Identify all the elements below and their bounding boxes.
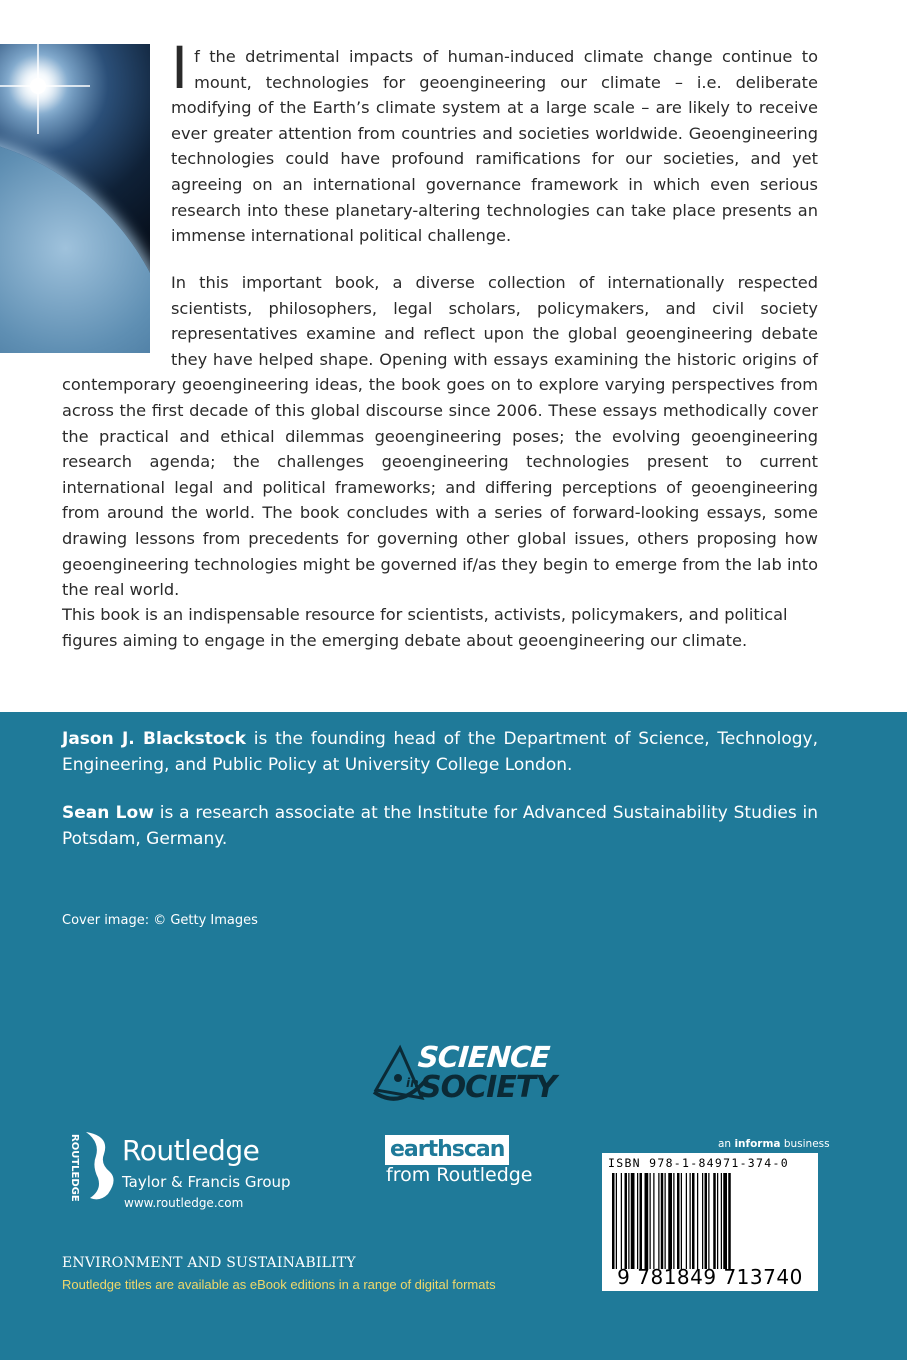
informa-tagline: [718, 1138, 830, 1150]
barcode-stripe: [721, 1173, 722, 1269]
routledge-group: Taylor & Francis Group: [122, 1173, 291, 1191]
barcode-stripe: [645, 1173, 649, 1269]
barcode-stripe: [631, 1173, 635, 1269]
barcode-stripe: [673, 1173, 674, 1269]
barcode-stripe: [612, 1173, 615, 1269]
barcode-stripe: [621, 1173, 622, 1269]
routledge-figure-icon: [80, 1130, 120, 1202]
barcode-stripe: [692, 1173, 695, 1269]
informa-brand: informa: [734, 1138, 781, 1150]
author-name-2: Sean Low: [62, 803, 154, 823]
dropcap-letter: I: [171, 34, 189, 102]
barcode-stripe: [625, 1173, 628, 1269]
informa-prefix: an: [718, 1138, 735, 1150]
routledge-vertical-text: ROUTLEDGE: [69, 1134, 80, 1202]
barcode-stripe: [690, 1173, 691, 1269]
barcode-stripe: [697, 1173, 698, 1269]
synopsis-paragraph-1-text: f the detrimental impacts of human-induced climate change continue to mount, technologies for geoengineering our climate – i.e. deliberate modifying of the Earth’s climate system at a large scale – are likely to receive ever greater attention from countries and societies worldwide. Geoengineering technologies could have profound ramifications for our societies, and yet agreeing on an international governance framework in which even serious research into these planetary-altering technologies can take place presents an immense international political challenge.: [171, 47, 818, 246]
barcode-stripe: [705, 1173, 708, 1269]
cover-credit: Cover image: © Getty Images: [62, 913, 258, 928]
barcode-bars: [612, 1173, 812, 1269]
ebook-note: Routledge titles are available as eBook editions in a range of digital formats: [62, 1277, 496, 1292]
author-bio-1: [62, 726, 818, 778]
barcode-stripe: [616, 1173, 617, 1269]
synopsis-paragraph-3: This book is an indispensable resource for scientists, activists, policymakers, and political figures aiming to engage in the emerging debate about geoengineering our climate.: [62, 605, 788, 650]
barcode-stripe: [640, 1173, 643, 1269]
routledge-logo: [62, 1130, 322, 1216]
series-name: ENVIRONMENT AND SUSTAINABILITY: [62, 1255, 356, 1271]
sun-flare: [30, 78, 46, 94]
barcode-stripe: [661, 1173, 664, 1269]
informa-suffix: business: [780, 1138, 830, 1150]
author-bio-1-text: is the founding head of the Department of Science, Technology, Engineering, and Public Policy at University College London.: [62, 729, 819, 775]
science-in-society-logo: [370, 1040, 560, 1110]
routledge-name: Routledge: [122, 1134, 260, 1167]
author-bio-2: [62, 800, 818, 852]
routledge-url: www.routledge.com: [124, 1196, 244, 1210]
synopsis-paragraph-1: [171, 34, 818, 249]
barcode-stripe: [653, 1173, 654, 1269]
barcode-stripe: [723, 1173, 727, 1269]
image-wrap-spacer: [62, 270, 171, 354]
barcode-stripe: [708, 1173, 709, 1269]
sis-in-text: in: [406, 1076, 419, 1090]
earthscan-logo: [385, 1135, 545, 1195]
sis-society-text: SOCIETY: [420, 1070, 556, 1105]
isbn-label: ISBN 978-1-84971-374-0: [608, 1156, 789, 1170]
isbn-barcode: [602, 1153, 818, 1291]
sis-science-text: SCIENCE: [416, 1040, 551, 1074]
barcode-stripe: [686, 1173, 687, 1269]
earthscan-wordmark: earthscan: [385, 1135, 509, 1165]
barcode-stripe: [702, 1173, 703, 1269]
barcode-stripe: [717, 1173, 718, 1269]
barcode-stripe: [628, 1173, 629, 1269]
barcode-stripe: [728, 1173, 731, 1269]
barcode-stripe: [665, 1173, 666, 1269]
barcode-stripe: [668, 1173, 672, 1269]
barcode-stripe: [713, 1173, 716, 1269]
author-bio-2-text: is a research associate at the Institute for Advanced Sustainability Studies in Potsdam, Germany.: [62, 803, 819, 849]
isbn-digits: 9 781849 713740: [617, 1265, 803, 1289]
author-name-1: Jason J. Blackstock: [62, 729, 246, 749]
synopsis-paragraph-2: [62, 270, 818, 603]
barcode-stripe: [681, 1173, 682, 1269]
barcode-stripe: [650, 1173, 651, 1269]
earthscan-from: from Routledge: [386, 1164, 533, 1186]
barcode-stripe: [677, 1173, 680, 1269]
barcode-stripe: [658, 1173, 659, 1269]
synopsis-paragraph-2-text: In this important book, a diverse collection of internationally respected scientists, philosophers, legal scholars, policymakers, and civil society representatives examine and reflect upon the global geoengineering debate they have helped shape. Opening with essays examining the historic origins of contemporary geoengineering ideas, the book goes on to explore varying perspectives from across the first decade of this global discourse since 2006. These essays methodically cover the practical and ethical dilemmas geoengineering poses; the evolving geoengineering research agenda; the challenges geoengineering technologies present to current international legal and political frameworks; and differing perceptions of geoengineering from around the world. The book concludes with a series of forward-looking essays, some drawing lessons from precedents for governing other global issues, others proposing how geoengineering technologies might be governed if/as they begin to emerge from the lab into the real world.: [62, 273, 818, 600]
barcode-stripe: [637, 1173, 638, 1269]
